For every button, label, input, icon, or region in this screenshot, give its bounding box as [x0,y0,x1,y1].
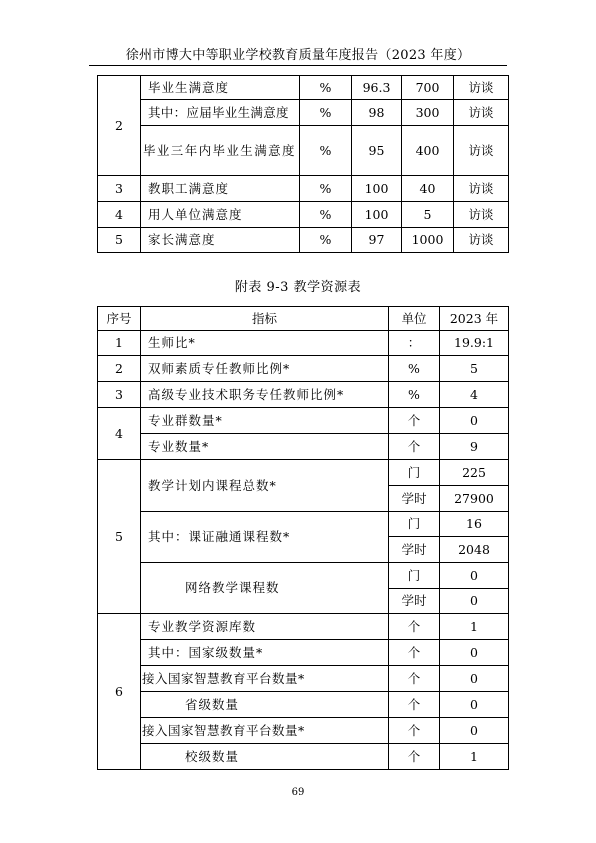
method-cell: 访谈 [454,76,509,100]
value-cell: 4 [440,382,509,408]
unit-cell: ： [389,331,440,356]
sample-cell: 400 [402,126,454,176]
unit-cell: 个 [389,718,440,744]
indicator-cell: 接入国家智慧教育平台数量* [141,718,389,744]
table-row [98,718,509,744]
unit-cell: % [300,76,352,100]
indicator-cell: 教学计划内课程总数* [141,460,389,512]
unit-cell: % [300,126,352,176]
value-cell: 225 [440,460,509,486]
header-year: 2023 年 [440,307,509,331]
table-row [98,563,509,589]
value-cell: 16 [440,512,509,537]
table-caption: 附表 9-3 教学资源表 [234,280,362,295]
table-row [98,460,509,486]
value-cell: 0 [440,666,509,692]
table-row [98,408,509,434]
value-cell: 96.3 [352,76,402,100]
table-row [98,228,509,253]
value-cell: 100 [352,176,402,202]
method-cell: 访谈 [454,228,509,253]
unit-cell: 学时 [389,486,440,512]
table-row [98,434,509,460]
indicator-cell: 其中：国家级数量* [141,640,389,666]
value-cell: 0 [440,408,509,434]
indicator-cell: 高级专业技术职务专任教师比例* [141,382,389,408]
value-cell: 95 [352,126,402,176]
row-number: 3 [98,382,141,408]
indicator-cell: 其中：课证融通课程数* [141,512,389,563]
page-header-title: 徐州市博大中等职业学校教育质量年度报告（2023 年度） [125,48,471,63]
method-cell: 访谈 [454,126,509,176]
sample-cell: 5 [402,202,454,228]
satisfaction-table [97,75,509,253]
unit-cell: 门 [389,512,440,537]
unit-cell: 门 [389,460,440,486]
header-no: 序号 [98,307,141,331]
indicator-cell: 省级数量 [141,692,389,718]
row-number: 4 [98,408,141,460]
row-number: 5 [98,228,141,253]
row-number: 2 [98,76,141,176]
value-cell: 100 [352,202,402,228]
unit-cell: % [300,100,352,126]
table-row [98,126,509,176]
value-cell: 0 [440,589,509,614]
indicator-cell: 教职工满意度 [141,176,300,202]
indicator-cell: 专业教学资源库数 [141,614,389,640]
page-number: 69 [291,787,305,798]
table-row [98,76,509,100]
table-row [98,176,509,202]
unit-cell: 个 [389,666,440,692]
value-cell: 0 [440,640,509,666]
indicator-cell: 专业群数量* [141,408,389,434]
table-row [98,512,509,537]
teaching-resources-table [97,306,509,770]
indicator-cell: 毕业三年内毕业生满意度 [141,126,300,176]
indicator-cell: 毕业生满意度 [141,76,300,100]
method-cell: 访谈 [454,176,509,202]
indicator-cell: 接入国家智慧教育平台数量* [141,666,389,692]
value-cell: 2048 [440,537,509,563]
value-cell: 19.9:1 [440,331,509,356]
sample-cell: 40 [402,176,454,202]
value-cell: 9 [440,434,509,460]
table-row [98,744,509,770]
unit-cell: 门 [389,563,440,589]
header-indicator: 指标 [141,307,389,331]
indicator-cell: 网络教学课程数 [141,563,389,614]
table-row [98,100,509,126]
table-header-row [98,307,509,331]
unit-cell: 个 [389,744,440,770]
unit-cell: % [389,382,440,408]
value-cell: 98 [352,100,402,126]
table-row [98,356,509,382]
indicator-cell: 生师比* [141,331,389,356]
sample-cell: 700 [402,76,454,100]
unit-cell: % [300,176,352,202]
header-unit: 单位 [389,307,440,331]
row-number: 2 [98,356,141,382]
unit-cell: 个 [389,640,440,666]
sample-cell: 300 [402,100,454,126]
table-row [98,331,509,356]
value-cell: 1 [440,614,509,640]
sample-cell: 1000 [402,228,454,253]
row-number: 6 [98,614,141,770]
row-number: 4 [98,202,141,228]
unit-cell: 学时 [389,537,440,563]
method-cell: 访谈 [454,100,509,126]
table-row [98,202,509,228]
indicator-cell: 用人单位满意度 [141,202,300,228]
table-row [98,382,509,408]
value-cell: 0 [440,692,509,718]
unit-cell: 学时 [389,589,440,614]
header-rule [89,65,507,66]
table-row [98,666,509,692]
table-row [98,640,509,666]
unit-cell: % [389,356,440,382]
row-number: 1 [98,331,141,356]
unit-cell: 个 [389,692,440,718]
row-number: 5 [98,460,141,614]
indicator-cell: 其中：应届毕业生满意度 [141,100,300,126]
unit-cell: 个 [389,434,440,460]
unit-cell: % [300,202,352,228]
unit-cell: 个 [389,614,440,640]
table-row [98,692,509,718]
indicator-cell: 校级数量 [141,744,389,770]
row-number: 3 [98,176,141,202]
value-cell: 0 [440,563,509,589]
value-cell: 97 [352,228,402,253]
indicator-cell: 家长满意度 [141,228,300,253]
method-cell: 访谈 [454,202,509,228]
value-cell: 5 [440,356,509,382]
value-cell: 27900 [440,486,509,512]
unit-cell: % [300,228,352,253]
indicator-cell: 双师素质专任教师比例* [141,356,389,382]
table-row [98,614,509,640]
value-cell: 0 [440,718,509,744]
indicator-cell: 专业数量* [141,434,389,460]
value-cell: 1 [440,744,509,770]
unit-cell: 个 [389,408,440,434]
